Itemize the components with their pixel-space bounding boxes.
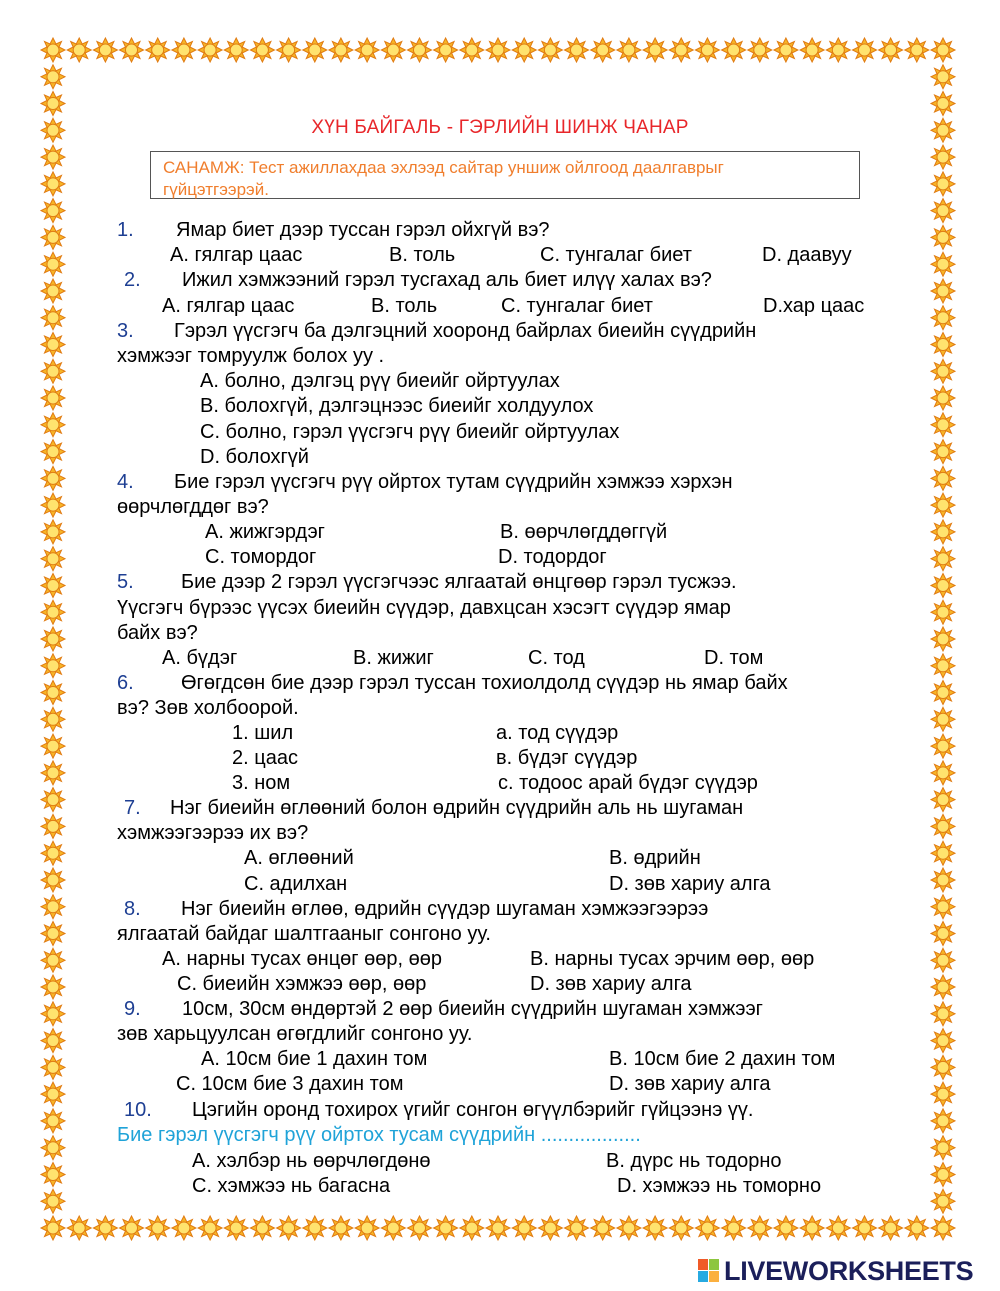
question-10-text-1: Цэгийн оронд тохирох үгийг сонгон өгүүлбэрийг гүйцээнэ үү. [192, 1099, 754, 1121]
sun-icon [512, 1216, 536, 1240]
sun-icon [931, 895, 955, 919]
sun-icon [303, 38, 327, 62]
sun-icon [931, 279, 955, 303]
sun-icon [41, 1109, 65, 1133]
sun-icon [931, 440, 955, 464]
question-5-option-b: B. жижиг [353, 647, 434, 669]
question-1-number: 1. [117, 219, 134, 241]
sun-icon [67, 38, 91, 62]
question-5-option-a: A. бүдэг [162, 647, 238, 669]
question-9-option-c: C. 10см бие 3 дахин том [176, 1073, 404, 1095]
sun-icon [748, 1216, 772, 1240]
question-8-option-c: C. биеийн хэмжээ өөр, өөр [177, 973, 427, 995]
sun-icon [41, 734, 65, 758]
question-6-text-1: Өгөгдсөн бие дээр гэрэл туссан тохиолдолд сүүдэр нь ямар байх [181, 672, 788, 694]
question-4-option-c: C. томордог [205, 546, 317, 568]
question-8-option-b: B. нарны тусах эрчим өөр, өөр [530, 948, 815, 970]
question-4-option-b: B. өөрчлөгддөггүй [500, 521, 668, 543]
sun-icon [355, 38, 379, 62]
sun-icon [460, 38, 484, 62]
question-4-number: 4. [117, 471, 134, 493]
sun-icon [41, 1029, 65, 1053]
sun-icon [41, 306, 65, 330]
question-1-option-c: C. тунгалаг биет [540, 244, 692, 266]
sun-icon [120, 1216, 144, 1240]
sun-icon [931, 252, 955, 276]
question-10-option-b: B. дүрс нь тодорно [606, 1150, 782, 1172]
question-6-left-3: 3. ном [232, 772, 291, 794]
question-4-option-d: D. тодордог [498, 546, 607, 568]
sun-icon [800, 1216, 824, 1240]
sun-icon [931, 386, 955, 410]
sun-icon [146, 1216, 170, 1240]
question-8-text-1: Нэг биеийн өглөө, өдрийн сүүдэр шугаман хэмжээгээрээ [181, 898, 709, 920]
sun-icon [41, 466, 65, 490]
question-1-option-b: B. толь [389, 244, 456, 266]
sun-icon [41, 38, 65, 62]
sun-icon [931, 788, 955, 812]
sun-icon [931, 922, 955, 946]
sun-icon [931, 413, 955, 437]
sun-icon [931, 225, 955, 249]
sun-icon [931, 574, 955, 598]
sun-icon [41, 279, 65, 303]
sun-icon [931, 1055, 955, 1079]
sun-icon [931, 1109, 955, 1133]
sun-icon [931, 38, 955, 62]
question-9-text-1: 10см, 30см өндөртэй 2 өөр биеийн сүүдрийн шугаман хэмжээг [182, 998, 763, 1020]
sun-icon [931, 493, 955, 517]
sun-icon [591, 1216, 615, 1240]
notice-box [150, 151, 860, 199]
sun-icon [41, 1136, 65, 1160]
sun-icon [879, 1216, 903, 1240]
sun-icon [224, 1216, 248, 1240]
question-6-left-2: 2. цаас [232, 747, 298, 769]
sun-icon [198, 1216, 222, 1240]
sun-icon [931, 600, 955, 624]
question-4-text-2: өөрчлөгддөг вэ? [117, 496, 269, 518]
question-3-option-d: D. болохгүй [200, 446, 309, 468]
question-1-option-d: D. даавуу [762, 244, 852, 266]
question-2-option-b: B. толь [371, 295, 438, 317]
sun-icon [41, 547, 65, 571]
sun-icon [931, 654, 955, 678]
sun-icon [931, 814, 955, 838]
sun-icon [41, 333, 65, 357]
sun-icon [41, 895, 65, 919]
sun-icon [565, 38, 589, 62]
sun-icon [931, 1189, 955, 1213]
notice-line-1: САНАМЖ: Тест ажиллахдаа эхлээд сайтар уншиж ойлгоод даалгаврыг [163, 158, 724, 177]
sun-icon [41, 841, 65, 865]
sun-icon [41, 440, 65, 464]
sun-icon [250, 38, 274, 62]
sun-icon [538, 1216, 562, 1240]
sun-icon [669, 38, 693, 62]
sun-icon [931, 627, 955, 651]
sun-icon [277, 1216, 301, 1240]
sun-icon [41, 1002, 65, 1026]
sun-icon [931, 1029, 955, 1053]
sun-icon [303, 1216, 327, 1240]
sun-icon [41, 225, 65, 249]
question-2-number: 2. [124, 269, 141, 291]
sun-icon [931, 948, 955, 972]
sun-icon [41, 948, 65, 972]
question-10-option-c: C. хэмжээ нь багасна [192, 1175, 391, 1197]
sun-icon [41, 386, 65, 410]
question-6-number: 6. [117, 672, 134, 694]
sun-icon [277, 38, 301, 62]
question-7-option-b: B. өдрийн [609, 847, 701, 869]
sun-icon [41, 1163, 65, 1187]
question-5-text-1: Бие дээр 2 гэрэл үүсгэгчээс ялгаатай өнцгөөр гэрэл тусжээ. [181, 571, 737, 593]
sun-icon [748, 38, 772, 62]
sun-icon [931, 145, 955, 169]
question-3-option-c: C. болно, гэрэл үүсгэгч рүү биеийг ойртуулах [200, 421, 620, 443]
question-2-option-d: D.хар цаас [763, 295, 865, 317]
sun-icon [931, 1163, 955, 1187]
question-7-number: 7. [124, 797, 141, 819]
question-9-text-2: зөв харьцуулсан өгөгдлийг сонгоно уу. [117, 1023, 473, 1045]
question-5-number: 5. [117, 571, 134, 593]
sun-icon [931, 333, 955, 357]
sun-icon [931, 868, 955, 892]
sun-icon [93, 1216, 117, 1240]
sun-icon [617, 1216, 641, 1240]
question-10-number: 10. [124, 1099, 152, 1121]
sun-icon [41, 359, 65, 383]
sun-icon [931, 841, 955, 865]
question-6-right-3: c. тодоос арай бүдэг сүүдэр [498, 772, 758, 794]
sun-icon [774, 38, 798, 62]
sun-icon [41, 788, 65, 812]
sun-icon [931, 65, 955, 89]
sun-icon [931, 1002, 955, 1026]
sun-icon [565, 1216, 589, 1240]
question-10-option-a: A. хэлбэр нь өөрчлөгдөнө [192, 1150, 431, 1172]
sun-icon [93, 38, 117, 62]
question-6-text-2: вэ? Зөв холбоорой. [117, 697, 299, 719]
question-6-left-1: 1. шил [232, 722, 294, 744]
sun-icon [905, 38, 929, 62]
sun-icon [41, 922, 65, 946]
sun-icon [931, 466, 955, 490]
question-5-text-3: байх вэ? [117, 622, 198, 644]
question-3-option-a: A. болно, дэлгэц рүү биеийг ойртуулах [200, 370, 560, 392]
sun-icon [41, 654, 65, 678]
question-7-option-d: D. зөв хариу алга [609, 873, 771, 895]
question-9-option-d: D. зөв хариу алга [609, 1073, 771, 1095]
sun-icon [355, 1216, 379, 1240]
question-7-text-2: хэмжээгээрээ их вэ? [117, 822, 309, 844]
sun-icon [512, 38, 536, 62]
sun-icon [41, 413, 65, 437]
sun-icon [695, 1216, 719, 1240]
sun-icon [329, 1216, 353, 1240]
question-5-option-c: C. тод [528, 647, 585, 669]
sun-icon [931, 547, 955, 571]
question-3-number: 3. [117, 320, 134, 342]
question-6-right-1: a. тод сүүдэр [496, 722, 619, 744]
sun-icon [41, 975, 65, 999]
sun-icon [853, 38, 877, 62]
sun-icon [172, 38, 196, 62]
sun-icon [931, 520, 955, 544]
sun-icon [931, 92, 955, 116]
sun-icon [931, 199, 955, 223]
question-2-option-c: C. тунгалаг биет [501, 295, 653, 317]
page-title: ХҮН БАЙГАЛЬ - ГЭРЛИЙН ШИНЖ ЧАНАР [311, 117, 689, 138]
sun-icon [41, 574, 65, 598]
question-9-option-b: B. 10см бие 2 дахин том [609, 1048, 836, 1070]
sun-icon [826, 38, 850, 62]
sun-icon [722, 1216, 746, 1240]
sun-icon [41, 814, 65, 838]
sun-icon [643, 38, 667, 62]
sun-icon [695, 38, 719, 62]
sun-icon [41, 868, 65, 892]
notice-line-2: гүйцэтгээрэй. [163, 180, 269, 199]
sun-icon [486, 38, 510, 62]
sun-icon [931, 707, 955, 731]
sun-icon [591, 38, 615, 62]
question-4-text-1: Бие гэрэл үүсгэгч рүү ойртох тутам сүүдрийн хэмжээ хэрхэн [174, 471, 733, 493]
sun-icon [931, 681, 955, 705]
question-8-option-d: D. зөв хариу алга [530, 973, 692, 995]
sun-icon [41, 65, 65, 89]
sun-icon [931, 306, 955, 330]
sun-icon [617, 38, 641, 62]
sun-icon [434, 1216, 458, 1240]
question-1-option-a: A. гялгар цаас [170, 244, 303, 266]
sun-icon [41, 761, 65, 785]
sun-icon [931, 359, 955, 383]
sun-icon [224, 38, 248, 62]
question-10-blank-sentence: Бие гэрэл үүсгэгч рүү ойртох тусам сүүдрийн .................. [117, 1124, 641, 1146]
question-10-option-d: D. хэмжээ нь томорно [617, 1175, 822, 1197]
sun-icon [538, 38, 562, 62]
sun-icon [172, 1216, 196, 1240]
sun-icon [250, 1216, 274, 1240]
question-3-text-1: Гэрэл үүсгэгч ба дэлгэцний хооронд байрлах биеийн сүүдрийн [174, 320, 757, 342]
sun-icon [931, 172, 955, 196]
sun-icon [329, 38, 353, 62]
sun-icon [931, 734, 955, 758]
sun-icon [931, 1216, 955, 1240]
question-2-text: Ижил хэмжээний гэрэл тусгахад аль биет илүү халах вэ? [182, 269, 712, 291]
question-9-option-a: A. 10см бие 1 дахин том [201, 1048, 428, 1070]
sun-icon [41, 92, 65, 116]
sun-icon [41, 1189, 65, 1213]
sun-icon [41, 707, 65, 731]
question-3-option-b: B. болохгүй, дэлгэцнээс биеийг холдуулох [200, 395, 594, 417]
question-7-option-c: C. адилхан [244, 873, 348, 895]
sun-icon [381, 1216, 405, 1240]
sun-icon [120, 38, 144, 62]
sun-icon [408, 38, 432, 62]
sun-icon [41, 172, 65, 196]
sun-icon [198, 38, 222, 62]
liveworksheets-logo-text: LIVEWORKSHEETS [724, 1255, 974, 1286]
sun-icon [669, 1216, 693, 1240]
sun-icon [931, 761, 955, 785]
sun-icon [853, 1216, 877, 1240]
sun-icon [722, 38, 746, 62]
sun-icon [774, 1216, 798, 1240]
question-2-option-a: A. гялгар цаас [162, 295, 295, 317]
question-6-right-2: в. бүдэг сүүдэр [496, 747, 638, 769]
sun-icon [879, 38, 903, 62]
question-7-text-1: Нэг биеийн өглөөний болон өдрийн сүүдрийн аль нь шугаман [170, 797, 744, 819]
question-9-number: 9. [124, 998, 141, 1020]
sun-icon [486, 1216, 510, 1240]
question-8-option-a: A. нарны тусах өнцөг өөр, өөр [162, 948, 443, 970]
question-1-text: Ямар биет дээр туссан гэрэл ойхгүй вэ? [176, 219, 550, 241]
question-4-option-a: A. жижгэрдэг [205, 521, 325, 543]
sun-icon [41, 1082, 65, 1106]
sun-icon [146, 38, 170, 62]
sun-icon [931, 1136, 955, 1160]
sun-icon [41, 145, 65, 169]
sun-icon [408, 1216, 432, 1240]
question-7-option-a: A. өглөөний [244, 847, 354, 869]
liveworksheets-logo[interactable] [698, 1257, 973, 1285]
question-5-text-2: Үүсгэгч бүрээс үүсэх биеийн сүүдэр, давхцсан хэсэгт сүүдэр ямар [117, 597, 731, 619]
sun-icon [41, 199, 65, 223]
sun-icon [931, 975, 955, 999]
sun-icon [434, 38, 458, 62]
sun-icon [41, 681, 65, 705]
sun-icon [41, 252, 65, 276]
sun-icon [41, 520, 65, 544]
sun-icon [41, 627, 65, 651]
sun-icon [826, 1216, 850, 1240]
sun-icon [643, 1216, 667, 1240]
sun-icon [67, 1216, 91, 1240]
question-5-option-d: D. том [704, 647, 764, 669]
liveworksheets-badge-icon [698, 1259, 720, 1283]
question-8-number: 8. [124, 898, 141, 920]
sun-icon [41, 600, 65, 624]
sun-icon [460, 1216, 484, 1240]
sun-icon [381, 38, 405, 62]
sun-icon [41, 1216, 65, 1240]
sun-icon [800, 38, 824, 62]
question-3-text-2: хэмжээг томруулж болох уу . [117, 345, 385, 367]
question-8-text-2: ялгаатай байдаг шалтгааныг сонгоно уу. [117, 923, 491, 945]
sun-icon [41, 493, 65, 517]
sun-icon [905, 1216, 929, 1240]
sun-icon [931, 1082, 955, 1106]
sun-icon [41, 1055, 65, 1079]
